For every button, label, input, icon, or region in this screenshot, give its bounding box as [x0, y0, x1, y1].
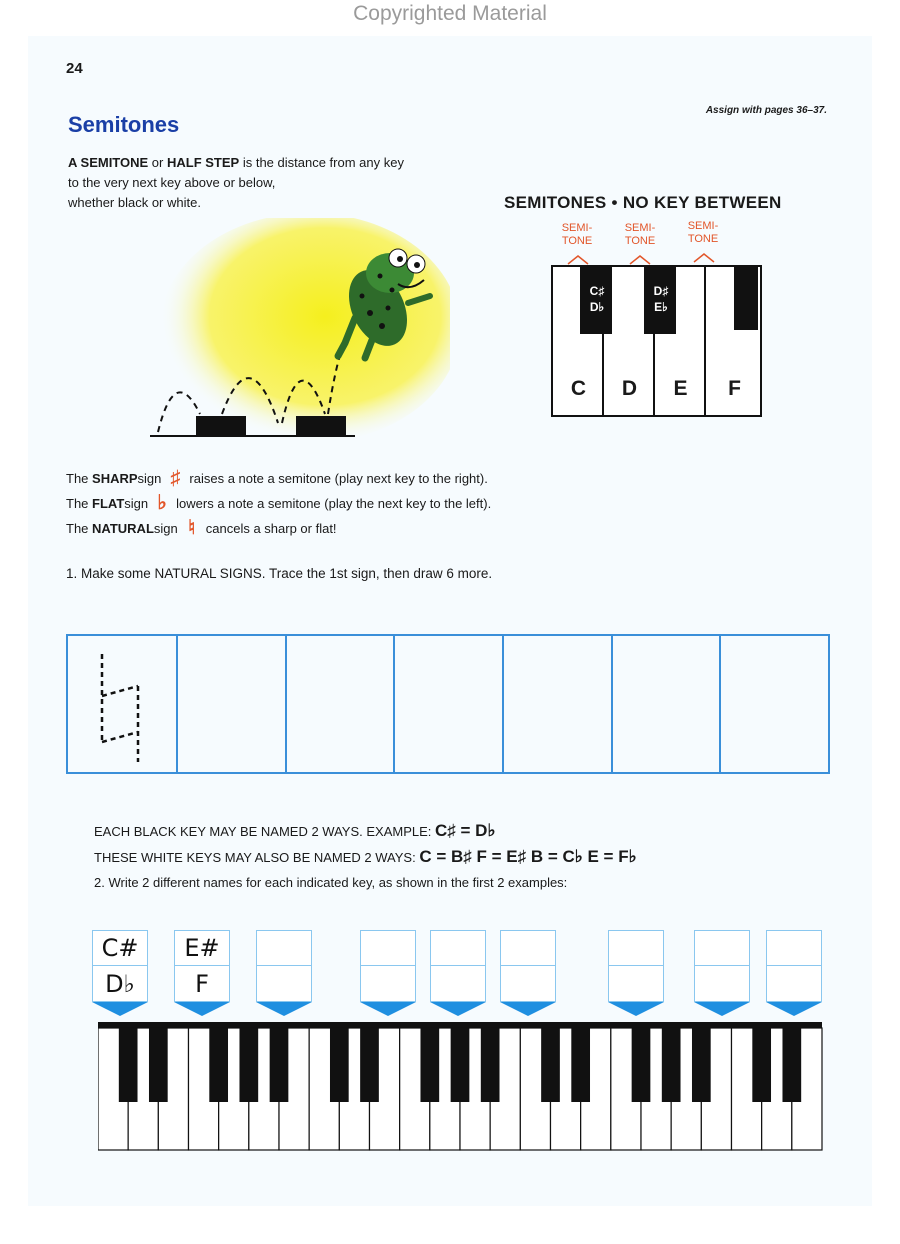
assign-note: Assign with pages 36–37. [705, 105, 827, 116]
black-key [481, 1028, 500, 1102]
pointer-arrow-icon [256, 1002, 312, 1016]
name-tag-example-1: C# D♭ [92, 930, 148, 1018]
natural-symbol-icon: ♮ [188, 517, 196, 539]
black-key [149, 1028, 168, 1102]
trace-cell-7[interactable] [721, 636, 828, 772]
pointer-arrow-icon [92, 1002, 148, 1016]
black-key [360, 1028, 379, 1102]
natural-sign-practice-boxes [66, 634, 830, 774]
pointer-arrow-icon [360, 1002, 416, 1016]
name-tag-blank-4[interactable] [500, 930, 556, 1018]
pointer-arrow-icon [174, 1002, 230, 1016]
pointer-arrow-icon [608, 1002, 664, 1016]
natural-sign-row: The NATURAL sign ♮ cancels a sharp or flat! [66, 517, 337, 539]
pointer-arrow-icon [500, 1002, 556, 1016]
pointer-arrow-icon [766, 1002, 822, 1016]
name-tag-blank-3[interactable] [430, 930, 486, 1018]
white-key-label-d: D [621, 377, 638, 400]
semitone-label-1: SEMI- TONE [561, 222, 593, 247]
question-1: 1. Make some NATURAL SIGNS. Trace the 1st sign, then draw 6 more. [66, 566, 493, 581]
black-key [420, 1028, 439, 1102]
white-key-label-c: C [570, 377, 587, 400]
question-2: 2. Write 2 different names for each indicated key, as shown in the first 2 examples: [94, 875, 568, 890]
trace-cell-4[interactable] [395, 636, 504, 772]
black-key-label-2: D♯ E♭ [653, 284, 669, 314]
black-key [692, 1028, 711, 1102]
sign-explanations [66, 466, 491, 541]
key-name-tags [92, 930, 832, 1022]
name-tag-example-2: E# F [174, 930, 230, 1018]
trace-cell-5[interactable] [504, 636, 613, 772]
name-tag-blank-7[interactable] [766, 930, 822, 1018]
trace-cell-1[interactable] [68, 636, 178, 772]
copyright-watermark: Copyrighted Material [353, 2, 547, 25]
flat-sign-row: The FLAT sign ♭ lowers a note a semitone (play the next key to the left). [66, 492, 492, 514]
black-key [239, 1028, 258, 1102]
name-tag-blank-5[interactable] [608, 930, 664, 1018]
black-key [571, 1028, 590, 1102]
term-semitone: A SEMITONE [68, 155, 149, 170]
black-key [270, 1028, 289, 1102]
semitone-label-3: SEMI- TONE [687, 220, 719, 245]
black-key [752, 1028, 771, 1102]
white-key-label-e: E [673, 377, 688, 400]
name-tag-blank-6[interactable] [694, 930, 750, 1018]
white-key-naming-line: THESE WHITE KEYS MAY ALSO BE NAMED 2 WAYS: C = B♯ F = E♯ B = C♭ E = F♭ [94, 847, 637, 866]
piano-keyboard [98, 1022, 824, 1152]
black-key-label-1: C♯ D♭ [589, 284, 605, 314]
black-key-naming-line: EACH BLACK KEY MAY BE NAMED 2 WAYS. EXAMPLE: C♯ = D♭ [94, 821, 496, 840]
black-key [632, 1028, 651, 1102]
flat-symbol-icon: ♭ [157, 492, 167, 514]
page-number: 24 [66, 60, 83, 77]
black-key [330, 1028, 349, 1102]
sharp-sign-row: The SHARP sign ♯ raises a note a semitone (play next key to the right). [66, 467, 488, 489]
trace-cell-6[interactable] [613, 636, 722, 772]
black-key [451, 1028, 470, 1102]
trace-cell-2[interactable] [178, 636, 287, 772]
dotted-natural-sign-icon [68, 636, 176, 772]
key-naming-instructions [94, 818, 637, 895]
pointer-arrow-icon [430, 1002, 486, 1016]
black-key [541, 1028, 560, 1102]
semitone-label-2: SEMI- TONE [624, 222, 656, 247]
page-title: Semitones [68, 112, 180, 137]
black-key [662, 1028, 681, 1102]
semitone-definition: A SEMITONE or HALF STEP is the distance from any key to the very next key above or below, whether black or white. [68, 155, 404, 210]
semitones-diagram-title: SEMITONES • NO KEY BETWEEN [504, 193, 782, 212]
name-tag-blank-1[interactable] [256, 930, 312, 1018]
black-key [119, 1028, 138, 1102]
trace-cell-3[interactable] [287, 636, 396, 772]
white-key-label-f: F [728, 377, 741, 400]
frog-jumping-illustration [140, 218, 450, 448]
name-tag-blank-2[interactable] [360, 930, 416, 1018]
black-key [782, 1028, 801, 1102]
black-key [209, 1028, 228, 1102]
sharp-symbol-icon: ♯ [170, 467, 181, 489]
pointer-arrow-icon [694, 1002, 750, 1016]
term-half-step: HALF STEP [166, 155, 240, 170]
